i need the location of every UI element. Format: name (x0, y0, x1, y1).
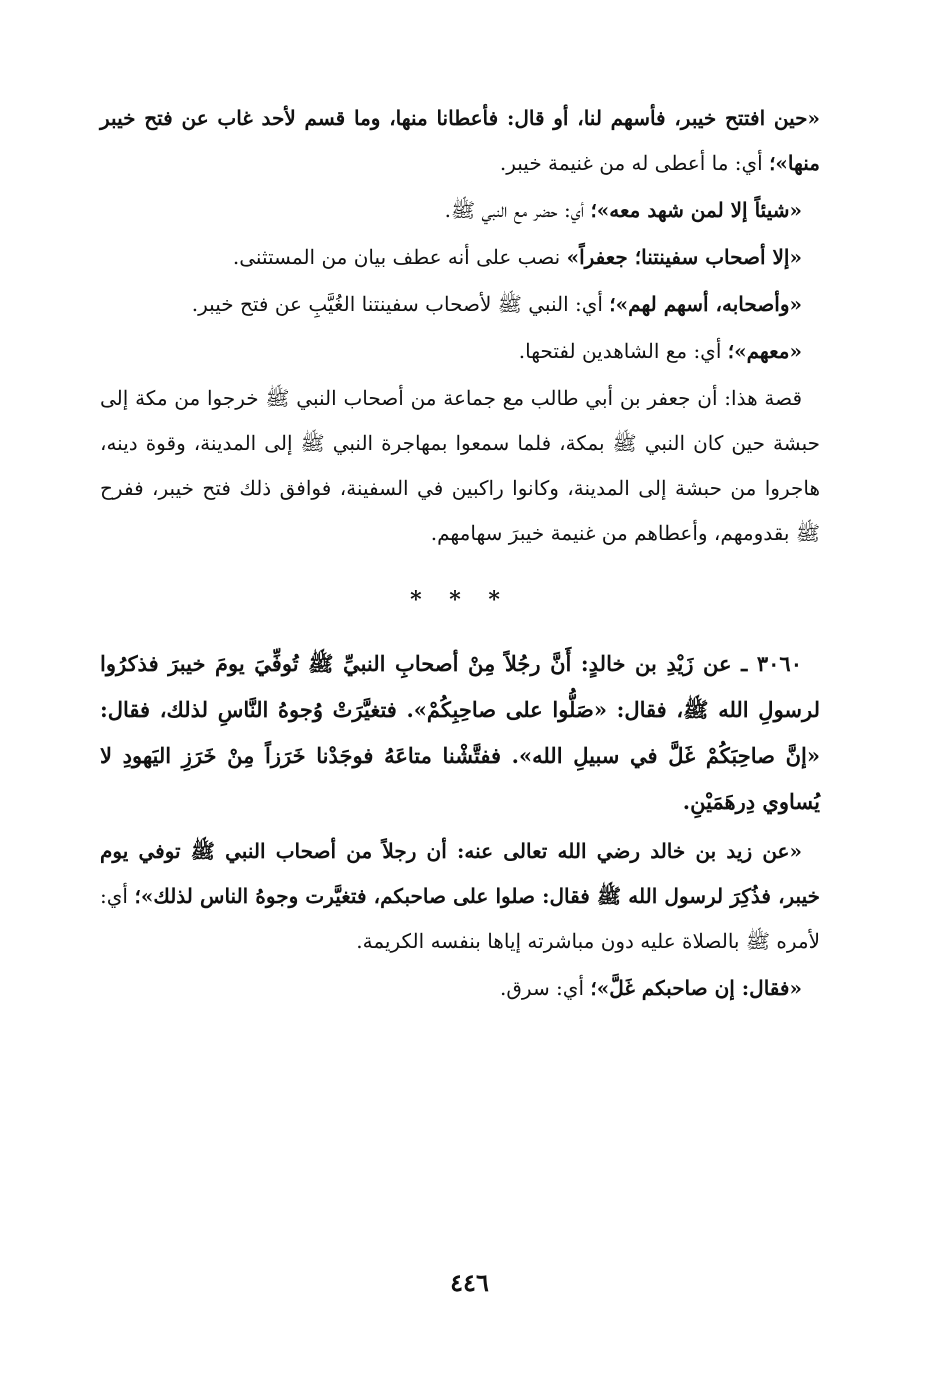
explanation-text: أي: حضر مع النبي ﷺ. (444, 198, 591, 222)
commentary-paragraph (100, 829, 820, 964)
page-body (100, 96, 820, 1011)
commentary-paragraph (100, 96, 820, 186)
explanation-text: أي: مع الشاهدين لفتحها. (518, 339, 728, 363)
explanation-text: أي: النبي ﷺ لأصحاب سفينتنا الغُيَّبِ عن فتح خيبر. (191, 292, 610, 316)
explanation-text: أي: ما أعطى له من غنيمة خيبر. (499, 151, 770, 175)
quoted-text: «إلا أصحاب سفينتنا؛ جعفراً» (566, 245, 802, 269)
commentary-paragraph (100, 966, 820, 1011)
story-text: قصة هذا: أن جعفر بن أبي طالب مع جماعة من أصحاب النبي ﷺ خرجوا من مكة إلى حبشة حين كان النبي ﷺ بمكة، فلما سمعوا بمهاجرة النبي ﷺ إلى المدينة، وقوة دينه، هاجروا من حبشة إلى المدينة، وكانوا راكبين في السفينة، فوافق ذلك فتح خيبر، ففرح ﷺ بقدومهم، وأعطاهم من غنيمة خيبرَ سهامهم. (100, 386, 820, 545)
page-number: ٤٤٦ (450, 1268, 489, 1297)
story-paragraph (100, 376, 820, 556)
commentary-paragraph (100, 329, 820, 374)
explanation-text: أي: لأمره ﷺ بالصلاة عليه دون مباشرته إياها بنفسه الكريمة. (100, 884, 820, 953)
commentary-paragraph (100, 282, 820, 327)
commentary-paragraph (100, 188, 820, 233)
explanation-text: نصب على أنه عطف بيان من المستثنى. (232, 245, 567, 269)
quoted-text: «فقال: إن صاحبكم غَلَّ»؛ (590, 976, 802, 1000)
quoted-text: «شيئاً إلا لمن شهد معه»؛ (590, 198, 802, 222)
quoted-text: «وأصحابه، أسهم لهم»؛ (609, 292, 802, 316)
commentary-paragraph (100, 235, 820, 280)
quoted-text: «حين افتتح خيبر، فأسهم لنا، أو قال: فأعطانا منها، وما قسم لأحد غاب عن فتح خيبر منها»؛ (100, 106, 820, 175)
quoted-text: «عن زيد بن خالد رضي الله تعالى عنه: أن رجلاً من أصحاب النبي ﷺ توفي يوم خيبر، فذُكِرَ لرسول الله ﷺ فقال: صلوا على صاحبكم، فتغيَّرت وجوهُ الناس لذلك»؛ (100, 839, 820, 908)
explanation-text: أي: سرق. (500, 976, 591, 1000)
hadith-text: ٣٠٦٠ ـ عن زَيْدِ بن خالدٍ: أَنَّ رجُلاً مِنْ أصحابِ النبيِّ ﷺ تُوفِّيَ يومَ خيبرَ فذكرُوا لرسولِ الله ﷺ، فقال: «صَلُّوا على صاحِبِكُمْ». فتغيَّرَتْ وُجوهُ النَّاسِ لذلك، فقال: «إنَّ صاحِبَكُمْ غَلَّ في سبيلِ الله». ففتَّشْنا متاعَهُ فوجَدْنا خَرَزاً مِنْ خَرَزِ اليَهودِ لا يُساوي دِرهَمَيْنِ. (100, 651, 820, 814)
section-separator: * * * (410, 587, 510, 613)
quoted-text: «معهم»؛ (727, 339, 802, 363)
